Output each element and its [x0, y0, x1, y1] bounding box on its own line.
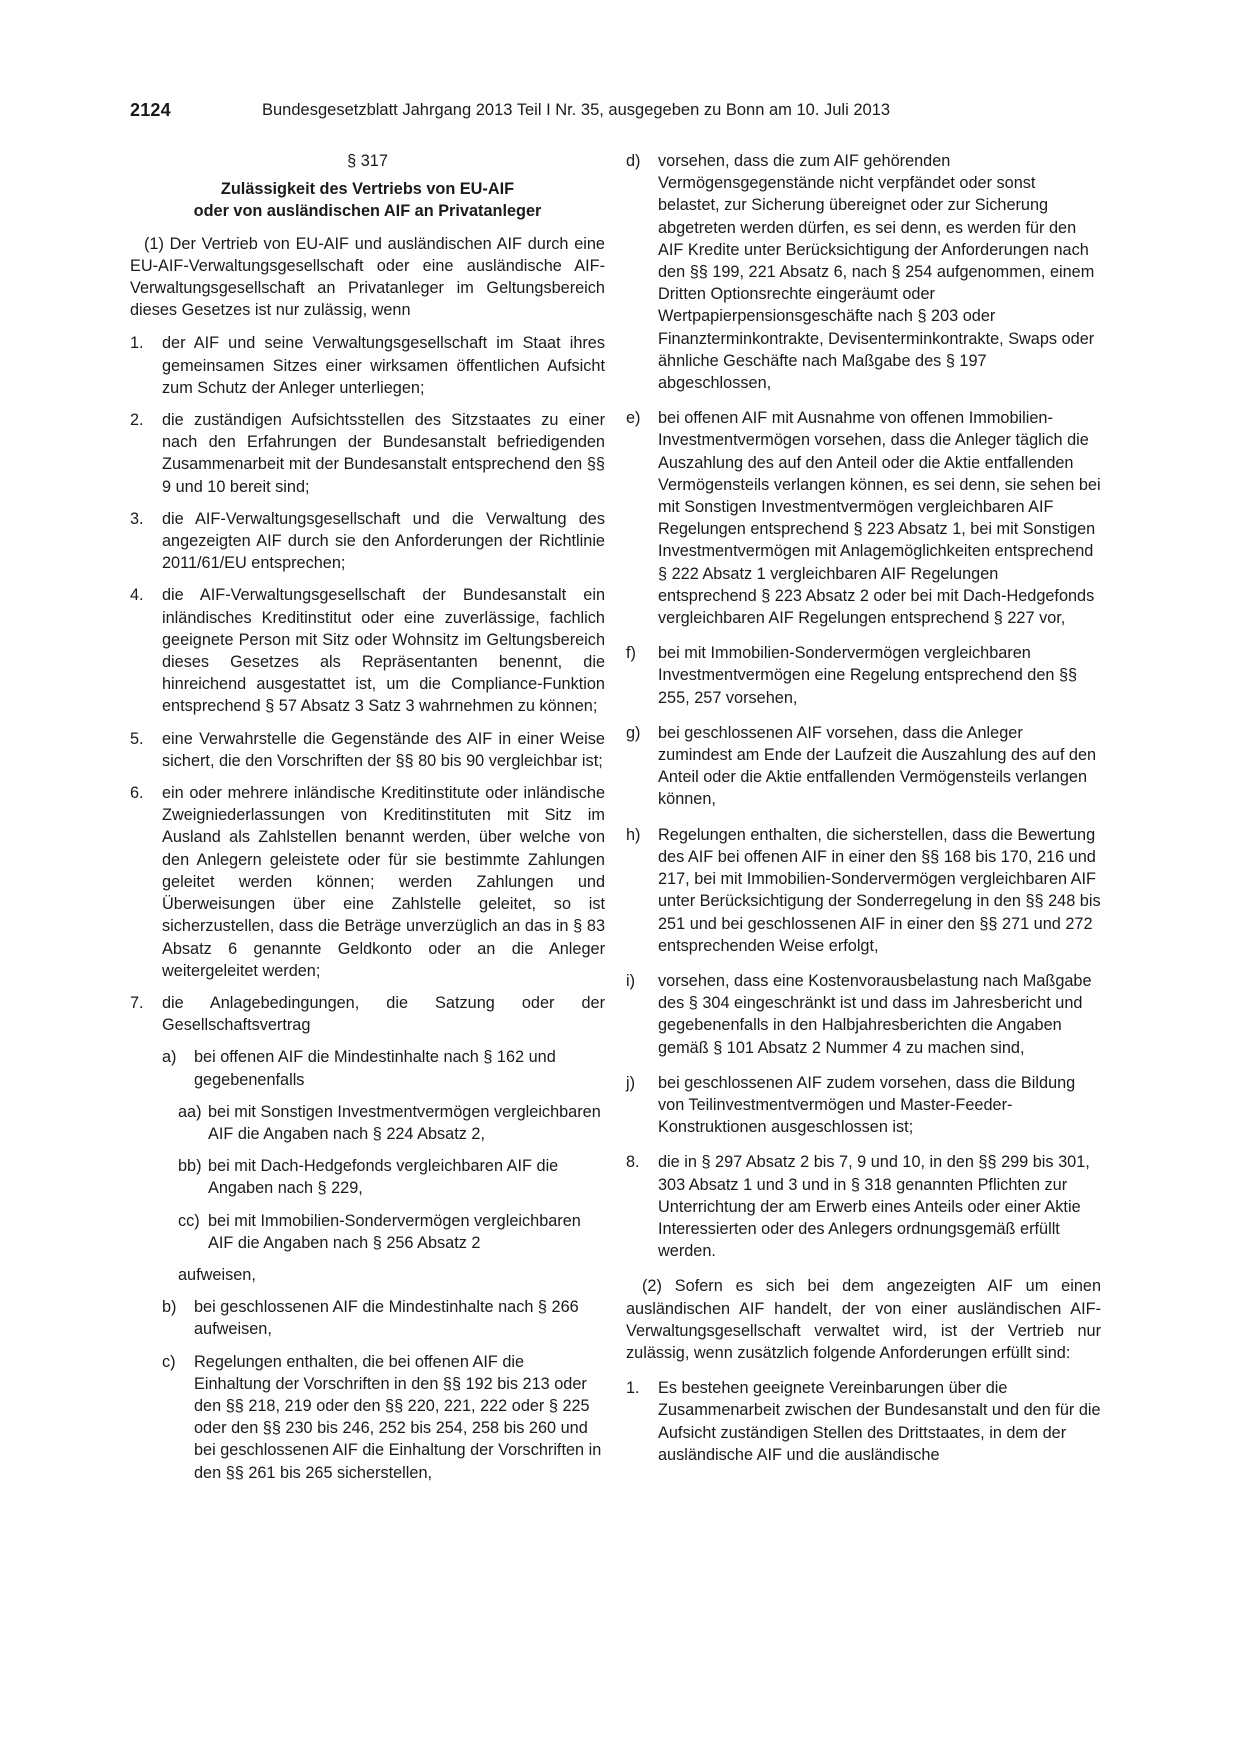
list-item [130, 508, 605, 575]
page-header [130, 100, 1106, 128]
sub-item-letter: d) [626, 152, 641, 170]
item-text: der AIF und seine Verwaltungsgesellschaft im Staat ihres gemeinsamen Sitzes einer wirksamen öffentlichen Aufsicht zum Schutz der Anleger unterliegen; [162, 334, 605, 397]
item-number: 7. [130, 993, 144, 1012]
list-item [130, 584, 605, 717]
sub-item [626, 722, 1101, 811]
list-item [626, 1151, 1101, 1262]
item-number: 4. [130, 586, 144, 605]
item-text: die Anlagebedingungen, die Satzung oder der Gesellschaftsvertrag [162, 993, 605, 1035]
sub-item-text: Regelungen enthalten, die sicherstellen, dass die Bewertung des AIF bei offenen AIF in einer den §§ 168 bis 170, 216 und 217, bei mit Immobilien-Sondervermögen vergleichbaren AIF unter Berücksichtigung der Sonderregelung in den §§ 248 bis 251 und bei geschlossenen AIF in einer den §§ 271 und 272 entsprechenden Weise erfolgt, [658, 825, 1101, 955]
item-number: 1. [626, 1379, 640, 1398]
sub-item-letter: c) [162, 1352, 176, 1371]
list-item [626, 1377, 1101, 1466]
item-text: eine Verwahrstelle die Gegenstände des AIF in einer Weise sichert, die den Vorschriften der §§ 80 bis 90 vergleichbar ist; [162, 729, 605, 770]
sub-item-text: bei geschlossenen AIF die Mindestinhalte nach § 266 aufweisen, [194, 1298, 579, 1339]
sub-item-letter: e) [626, 409, 641, 428]
sub-item [130, 1296, 605, 1340]
sub-item-letter: i) [626, 971, 636, 990]
item-number: 1. [130, 334, 144, 353]
page-number: 2124 [130, 100, 171, 120]
sub-sub-item [130, 1210, 605, 1254]
section-number: § 317 [347, 152, 388, 170]
sub-item-letter: g) [626, 723, 641, 742]
section-heading-line2: oder von ausländischen AIF an Privatanleger [193, 202, 542, 221]
left-column [130, 150, 605, 1494]
item-number: 2. [130, 411, 144, 430]
sub-item-letter: b) [162, 1298, 177, 1317]
sub-item-text: vorsehen, dass eine Kostenvorausbelastung nach Maßgabe des § 304 eingeschränkt ist und dass im Jahresbericht und gegebenenfalls in den Halbjahresberichten die Angaben gemäß § 101 Absatz 2 Nummer 4 zu machen sind, [658, 971, 1092, 1057]
sub-sub-item-letter: cc) [178, 1211, 200, 1230]
sub-item [130, 1351, 605, 1484]
item-number: 6. [130, 784, 144, 803]
gazette-title: Bundesgesetzblatt Jahrgang 2013 Teil I Nr. 35, ausgegeben zu Bonn am 10. Juli 2013 [262, 101, 891, 119]
sub-item [626, 970, 1101, 1059]
abs1-intro: (1) Der Vertrieb von EU-AIF und ausländischen AIF durch eine EU-AIF-Verwaltungsgesellschaft oder eine ausländische AIF-Verwaltungsgesellschaft an Privatanleger im Geltungsbereich dieses Gesetzes ist nur zulässig, wenn [130, 234, 605, 320]
sub-item-text: bei offenen AIF die Mindestinhalte nach § 162 und gegebenenfalls [194, 1048, 556, 1089]
sub-sub-item [130, 1101, 605, 1145]
section-heading-line1: Zulässigkeit des Vertriebs von EU-AIF [220, 180, 515, 199]
item-number: 8. [626, 1153, 640, 1172]
list-item [130, 782, 605, 982]
item-text: die AIF-Verwaltungsgesellschaft der Bundesanstalt ein inländisches Kreditinstitut oder eine zuverlässige, fachlich geeignete Person mit Sitz oder Wohnsitz im Geltungsbereich dieses Gesetzes als Repräsentanten benennt, die hinreichend ausgestattet ist, um die Compliance-Funktion entsprechend § 57 Absatz 3 Satz 3 wahrnehmen zu können; [162, 586, 605, 716]
sub-item-letter: f) [626, 644, 636, 663]
sub-item [626, 1072, 1101, 1139]
sub-item-text: Regelungen enthalten, die bei offenen AIF die Einhaltung der Vorschriften in den §§ 192 bis 213 oder den §§ 218, 219 oder den §§ 220, 221, 222 oder § 225 oder den §§ 230 bis 246, 252 bis 254, 258 bis 260 und bei geschlossenen AIF die Einhaltung der Vorschriften in den §§ 261 bis 265 sicherstellen, [194, 1352, 602, 1482]
list-item [130, 409, 605, 498]
sub-item-text: bei offenen AIF mit Ausnahme von offenen Immobilien-Investmentvermögen vorsehen, dass die Anleger täglich die Auszahlung des auf den Anteil oder die Aktie entfallenden Vermögensteils verlangen können, es sei denn, sie sehen bei mit Sonstigen Investmentvermögen vergleichbaren AIF Regelungen entsprechend § 223 Absatz 1, bei mit Sonstigen Investmentvermögen mit Anlagemöglichkeiten entsprechend § 222 Absatz 1 vergleichbaren AIF Regelungen entsprechend § 223 Absatz 2 oder bei mit Dach-Hedgefonds vergleichbaren AIF Regelungen entsprechend § 227 vor, [658, 409, 1101, 628]
item-text: Es bestehen geeignete Vereinbarungen über die Zusammenarbeit zwischen der Bundesanstalt und den für die Aufsicht zuständigen Stellen des Drittstaates, in dem der ausländische AIF und die ausländische [658, 1379, 1101, 1464]
sub-item [626, 407, 1101, 629]
sub-item-text: bei geschlossenen AIF vorsehen, dass die Anleger zumindest am Ende der Laufzeit die Auszahlung des auf den Anteil oder die Aktie entfallenden Vermögensteils verlangen können, [658, 723, 1097, 809]
sub-sub-item-text: bei mit Dach-Hedgefonds vergleichbaren AIF die Angaben nach § 229, [208, 1157, 559, 1198]
list-item [130, 728, 605, 772]
sub-sub-item-text: bei mit Immobilien-Sondervermögen vergleichbaren AIF die Angaben nach § 256 Absatz 2 [208, 1211, 581, 1252]
sub-item [626, 150, 1101, 394]
right-column [626, 150, 1101, 1479]
sub-sub-item [130, 1155, 605, 1199]
sub-item [130, 1046, 605, 1090]
sub-item [626, 824, 1101, 957]
item-text: ein oder mehrere inländische Kreditinstitute oder inländische Zweigniederlassungen von Kreditinstituten mit Sitz im Ausland als Zahlstellen benannt werden, über welche von den Anlegern geleistete oder für sie bestimmte Zahlungen geleitet werden können; werden Zahlungen und Überweisungen über eine Zahlstelle geleitet, so ist sicherzustellen, dass die Beträge unverzüglich an das in § 83 Absatz 6 genannte Geldkonto oder an die Anleger weitergeleitet werden; [162, 784, 605, 980]
item-text: die in § 297 Absatz 2 bis 7, 9 und 10, in den §§ 299 bis 301, 303 Absatz 1 und 3 und in § 318 genannten Pflichten zur Unterrichtung der am Erwerb eines Anteils oder einer Aktie Interessierten oder des Anlegers ordnungsgemäß erfüllt werden. [658, 1153, 1090, 1261]
abs2-intro: (2) Sofern es sich bei dem angezeigten AIF um einen ausländischen AIF handelt, der von einer ausländischen AIF-Verwaltungsgesellschaft verwaltet wird, ist der Vertrieb nur zulässig, wenn zusätzlich folgende Anforderungen erfüllt sind: [626, 1277, 1101, 1362]
sub-item-letter: j) [626, 1073, 636, 1092]
section-heading [130, 178, 605, 222]
sub-item-text: vorsehen, dass die zum AIF gehörenden Vermögensgegenstände nicht verpfändet oder sonst belastet, zur Sicherung übereignet oder zur Sicherung abgetreten werden dürfen, es sei denn, es werden für den AIF Kredite unter Berücksichtigung der Anforderungen nach den §§ 199, 221 Absatz 6, nach § 254 aufgenommen, einem Dritten Optionsrechte eingeräumt oder Wertpapierpensionsgeschäfte nach § 203 oder Finanzterminkontrakte, Devisenterminkontrakte, Swaps oder ähnliche Geschäfte nach Maßgabe des § 197 abgeschlossen, [658, 152, 1095, 393]
item-number: 5. [130, 729, 144, 748]
list-item [130, 332, 605, 399]
sub-item-text: bei mit Immobilien-Sondervermögen vergleichbaren Investmentvermögen eine Regelung entsprechend den §§ 255, 257 vorsehen, [658, 644, 1078, 707]
sub-item-letter: a) [162, 1048, 177, 1067]
sub-item-text: bei geschlossenen AIF zudem vorsehen, dass die Bildung von Teilinvestmentvermögen und Master-Feeder-Konstruktionen ausgeschlossen ist; [658, 1073, 1076, 1137]
item-text: die AIF-Verwaltungsgesellschaft und die Verwaltung des angezeigten AIF durch sie den Anforderungen der Richtlinie 2011/61/EU entsprechen; [162, 509, 605, 573]
list-item [130, 992, 605, 1036]
sub-item-letter: h) [626, 825, 641, 844]
sub-sub-item-letter: aa) [178, 1102, 202, 1121]
item-text: die zuständigen Aufsichtsstellen des Sitzstaates zu einer nach den Erfahrungen der Bundesanstalt befriedigenden Zusammenarbeit mit der Bundesanstalt entsprechend den §§ 9 und 10 bereit sind; [162, 411, 605, 496]
sub-item [626, 642, 1101, 709]
sub-sub-item-letter: bb) [178, 1157, 202, 1176]
item-number: 3. [130, 509, 144, 528]
aufweisen-text: aufweisen, [178, 1265, 256, 1284]
sub-sub-item-text: bei mit Sonstigen Investmentvermögen vergleichbaren AIF die Angaben nach § 224 Absatz 2, [208, 1102, 601, 1143]
